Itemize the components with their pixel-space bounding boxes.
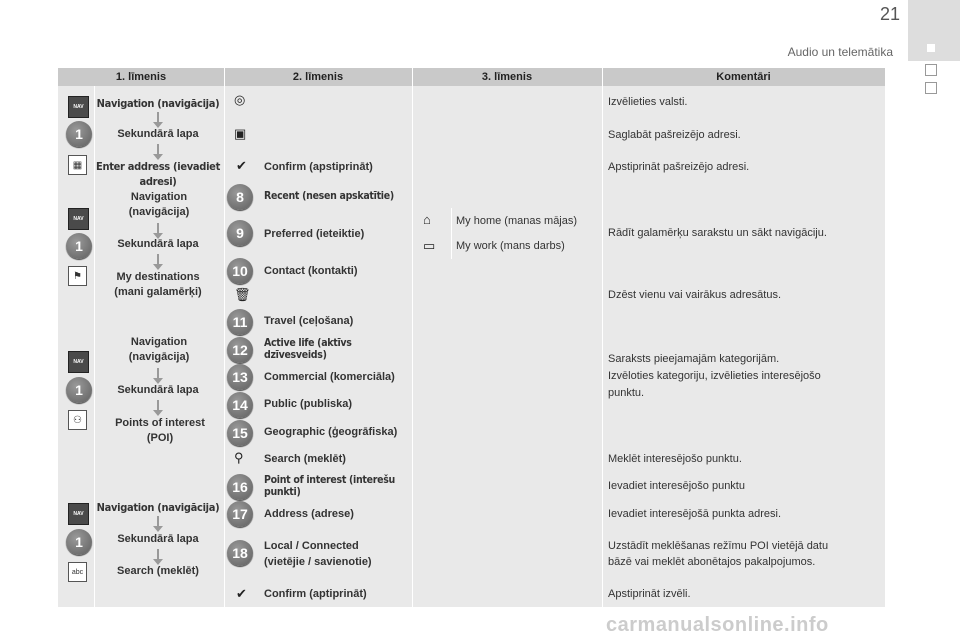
tab-square-1 bbox=[925, 64, 937, 76]
row7-comment: Dzēst vienu vai vairākus adresātus. bbox=[602, 282, 885, 307]
row1-level3 bbox=[412, 86, 602, 118]
checkmark-icon: ✔ bbox=[236, 158, 247, 173]
group2-nav: Navigation (navigācija) bbox=[128, 191, 190, 218]
row12-level3 bbox=[412, 418, 602, 445]
row16-level2-line1: Local / Connected bbox=[264, 539, 359, 552]
badge-12: 12 bbox=[227, 337, 253, 363]
tab-square-2 bbox=[925, 82, 937, 94]
row16-comment-line2: bāzē vai meklēt abonētajos pakalpojumos. bbox=[608, 555, 816, 568]
row9-level3 bbox=[412, 335, 602, 363]
group2-last: My destinations (mani galamērķi) bbox=[114, 271, 202, 298]
badge-11: 11 bbox=[227, 309, 253, 335]
arrow-down-icon bbox=[157, 144, 159, 156]
row4-level2: Recent (nesen apskatītie) bbox=[224, 183, 412, 208]
group1-sub: Sekundārā lapa bbox=[117, 128, 199, 140]
group1-last: Enter address (ievadiet adresi) bbox=[95, 160, 221, 188]
arrow-down-icon bbox=[157, 400, 159, 412]
trash-icon: 🗑 bbox=[234, 287, 251, 302]
row10-level2: Commercial (komerciāla) bbox=[224, 363, 412, 390]
row11-level2: Public (publiska) bbox=[224, 390, 412, 418]
group4-sub: Sekundārā lapa bbox=[117, 533, 199, 545]
row12-level2: Geographic (ģeogrāfiska) bbox=[224, 418, 412, 445]
badge-9: 9 bbox=[227, 220, 253, 246]
poi-icon: ⚇ bbox=[68, 410, 87, 430]
nav-icon: NAV bbox=[68, 351, 89, 373]
group4-nav: Navigation (navigācija) bbox=[96, 501, 220, 514]
arrow-down-icon bbox=[157, 516, 159, 528]
row8-level3 bbox=[412, 307, 602, 335]
row13-comment: Meklēt interesējošo punktu. bbox=[602, 445, 885, 472]
page-number: 21 bbox=[879, 4, 900, 24]
arrow-down-icon bbox=[157, 223, 159, 235]
badge-14: 14 bbox=[227, 392, 253, 418]
row10-comment bbox=[602, 307, 885, 445]
row2-level2 bbox=[224, 118, 412, 151]
row15-comment: Ievadiet interesējošā punkta adresi. bbox=[602, 500, 885, 527]
badge-level1: 1 bbox=[66, 233, 92, 259]
badge-8: 8 bbox=[227, 184, 253, 210]
row15-level2: Address (adrese) bbox=[224, 500, 412, 527]
row17-level2: Confirm (aptiprināt) bbox=[224, 580, 412, 607]
home-icon: ⌂ bbox=[423, 212, 431, 227]
arrow-down-icon bbox=[157, 368, 159, 380]
row4-level3 bbox=[412, 183, 602, 208]
row14-level3 bbox=[412, 472, 602, 500]
section-title: Audio un telemātika bbox=[787, 45, 893, 59]
row10-comment-line2: Izvēloties kategoriju, izvēlieties interesējošo bbox=[608, 369, 821, 382]
save-icon: ▣ bbox=[234, 126, 247, 141]
arrow-down-icon bbox=[157, 112, 159, 124]
row10-comment-line3: punktu. bbox=[608, 386, 645, 399]
menu-table bbox=[58, 68, 885, 607]
row3-level2: Confirm (apstiprināt) bbox=[224, 151, 412, 183]
group2-sub: Sekundārā lapa bbox=[117, 238, 199, 250]
row2-comment: Saglabāt pašreizējo adresi. bbox=[602, 118, 885, 151]
row8-level2: Travel (ceļošana) bbox=[224, 307, 412, 335]
row16-level2-line2: (vietējie / savienotie) bbox=[264, 555, 372, 568]
badge-17: 17 bbox=[227, 501, 253, 527]
group1-nav: Navigation (navigācija) bbox=[96, 97, 220, 110]
row13-level2: Search (meklēt) bbox=[224, 445, 412, 472]
row17-comment: Apstiprināt izvēli. bbox=[602, 580, 885, 607]
tab-dot bbox=[927, 44, 935, 52]
row10-comment-line1: Saraksts pieejamajām kategorijām. bbox=[608, 352, 780, 365]
badge-16: 16 bbox=[227, 474, 253, 500]
row7-level2 bbox=[224, 282, 412, 307]
row5-level3a: My home (manas mājas) bbox=[451, 208, 602, 233]
row13-level3 bbox=[412, 445, 602, 472]
keyboard-icon: ▦ bbox=[68, 155, 87, 175]
badge-level1: 1 bbox=[66, 529, 92, 555]
badge-10: 10 bbox=[227, 258, 253, 284]
row10-level3 bbox=[412, 363, 602, 390]
badge-13: 13 bbox=[227, 364, 253, 390]
group3-last: Points of interest (POI) bbox=[115, 417, 205, 444]
group3-sub: Sekundārā lapa bbox=[117, 384, 199, 396]
header-level3: 3. līmenis bbox=[412, 68, 602, 86]
row16-comment-line1: Uzstādīt meklēšanas režīmu POI vietējā datu bbox=[608, 539, 829, 552]
group3-nav: Navigation (navigācija) bbox=[128, 336, 190, 363]
row16-comment bbox=[602, 527, 885, 580]
watermark: carmanualsonline.info bbox=[606, 614, 829, 636]
badge-level1: 1 bbox=[66, 377, 92, 403]
row15-level3 bbox=[412, 500, 602, 527]
row5-level3a-icon-cell bbox=[412, 208, 451, 233]
briefcase-icon: ▭ bbox=[423, 238, 436, 253]
row5-level2: Preferred (ieteiktie) bbox=[224, 208, 412, 259]
checkmark-icon: ✔ bbox=[236, 586, 247, 601]
arrow-down-icon bbox=[157, 254, 159, 266]
arrow-down-icon bbox=[157, 549, 159, 561]
nav-icon: NAV bbox=[68, 503, 89, 525]
row6-level3 bbox=[412, 259, 602, 282]
header-level1: 1. līmenis bbox=[58, 68, 224, 86]
search-icon: ⚲ bbox=[234, 450, 244, 465]
row6-level2: Contact (kontakti) bbox=[224, 259, 412, 282]
row3-level3 bbox=[412, 151, 602, 183]
header-level2: 2. līmenis bbox=[224, 68, 412, 86]
row1-level2 bbox=[224, 86, 412, 118]
row5-comment: Rādīt galamērķu sarakstu un sākt navigāciju. bbox=[602, 183, 885, 282]
poi-search-icon: abc bbox=[68, 562, 87, 582]
nav-icon: NAV bbox=[68, 208, 89, 230]
row11-level3 bbox=[412, 390, 602, 418]
row2-level3 bbox=[412, 118, 602, 151]
badge-15: 15 bbox=[227, 420, 253, 446]
row5-level3b: My work (mans darbs) bbox=[451, 233, 602, 259]
country-globe-icon: ◎ bbox=[234, 92, 246, 107]
row9-level2: Active life (aktīvs dzīvesveids) bbox=[224, 335, 412, 363]
badge-level1: 1 bbox=[66, 121, 92, 147]
flag-icon: ⚑ bbox=[68, 266, 87, 286]
nav-icon: NAV bbox=[68, 96, 89, 118]
row1-comment: Izvēlieties valsti. bbox=[602, 86, 885, 118]
row14-level2: Point of interest (interešu punkti) bbox=[224, 472, 412, 500]
group4-last: Search (meklēt) bbox=[117, 565, 199, 577]
header-comments: Komentāri bbox=[602, 68, 885, 86]
row16-level3 bbox=[412, 527, 602, 580]
row3-comment: Apstiprināt pašreizējo adresi. bbox=[602, 151, 885, 183]
row7-level3 bbox=[412, 282, 602, 307]
badge-18: 18 bbox=[227, 540, 253, 566]
row17-level3 bbox=[412, 580, 602, 607]
row14-comment: Ievadiet interesējošo punktu bbox=[602, 472, 885, 500]
